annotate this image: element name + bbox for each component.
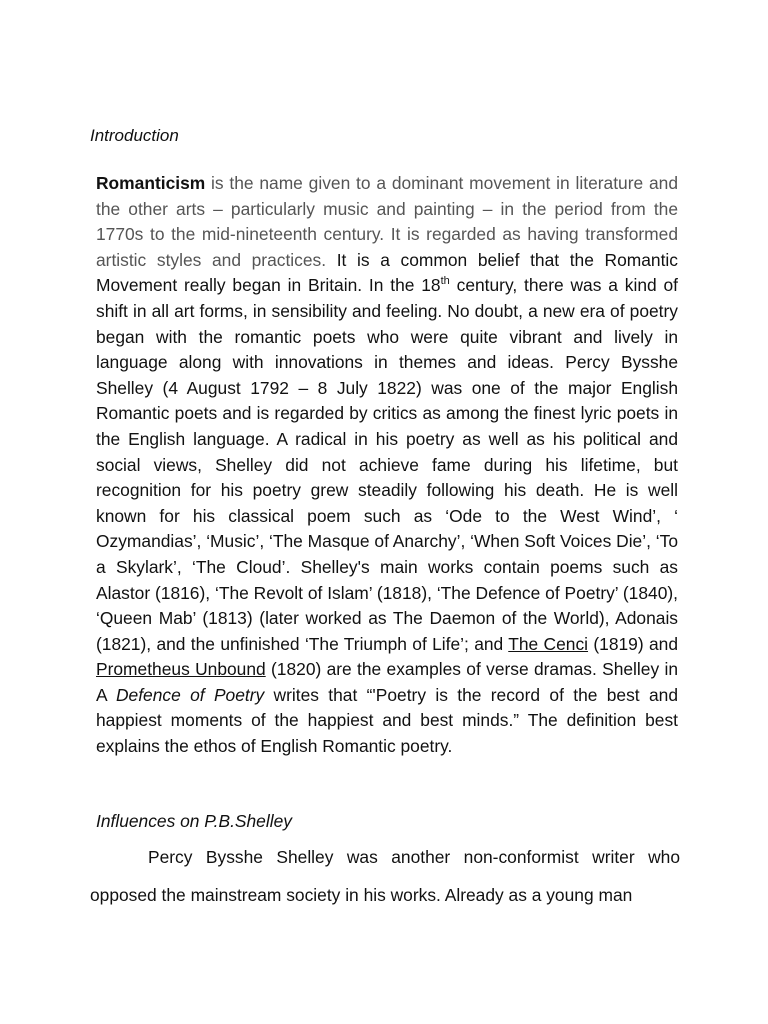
romanticism-term: Romanticism [96, 173, 206, 193]
the-cenci-link[interactable]: The Cenci [508, 633, 589, 654]
prometheus-unbound-link[interactable]: Prometheus Unbound [96, 659, 266, 680]
defence-of-poetry-title: Defence of Poetry [115, 684, 265, 705]
introduction-heading: Introduction [90, 126, 179, 145]
influences-paragraph: Percy Bysshe Shelley was another non-conformist writer who opposed the mainstream society in his works. Already as a young man [90, 847, 680, 905]
superscript-th: th [440, 275, 450, 288]
paragraph-text-e: writes that “'Poetry is the record of the best and happiest moments of the happiest and best minds.” The definition best explains the ethos of English Romantic poetry. [96, 684, 678, 757]
paragraph-text-b: century, there was a kind of shift in all art forms, in sensibility and feeling. No doubt, a new era of poetry began with the romantic poets who were quite vibrant and lively in language along with innovations in themes and ideas. Percy Bysshe Shelley (4 August 1792 – 8 July 1822) was one of the major English Romantic poets and is regarded by critics as among the finest lyric poets in the English language. A radical in his poetry as well as his political and social views, Shelley did not achieve fame during his lifetime, but recognition for his poetry grew steadily following his death. He is well known for his classical poem such as ‘Ode to the West Wind’, ‘ Ozymandias’, ‘Music’, ‘The Masque of Anarchy’, ‘When Soft Voices Die’, ‘To a Skylark’, ‘The Cloud’. Shelley's main works contain poems such as Alastor (1816), ‘The Revolt of Islam’ (1818), ‘The Defence of Poetry’ (1840), ‘Queen Mab’ (1813) (later worked as The Daemon of the World), Adonais (1821), and the unfinished ‘The Triumph of Life’; and [96, 275, 678, 654]
paragraph-text-a: It is a common belief that the Romantic Movement really began in Britain. In the 18 [96, 249, 678, 296]
introduction-paragraph [96, 171, 678, 760]
paragraph-text-d: (1820) are the examples of verse dramas. Shelley in A [96, 659, 679, 705]
influences-heading: Influences on P.B.Shelley [96, 811, 292, 831]
paragraph-text-c: (1819) and [588, 633, 679, 654]
romanticism-definition: is the name given to a dominant movement in literature and the other arts – particularly music and painting – in the period from the 1770s to the mid-nineteenth century. It is regarded as having transformed artistic styles and practices. [96, 173, 678, 270]
